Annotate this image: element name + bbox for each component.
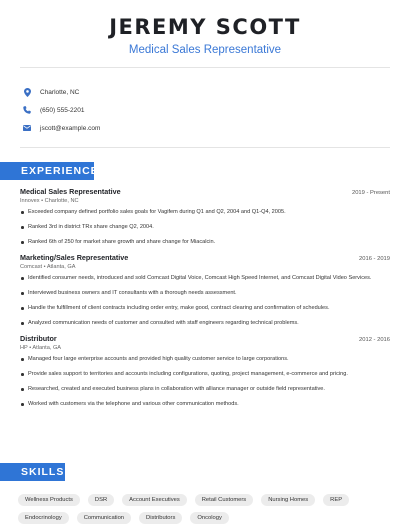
skill-chip: Endocrinology <box>18 512 69 524</box>
phone-icon <box>22 105 32 115</box>
contact-location <box>20 83 390 101</box>
skills-list <box>18 494 393 530</box>
skill-chip: Retail Customers <box>195 494 253 506</box>
skill-chip: Wellness Products <box>18 494 80 506</box>
job-bullet: Analyzed communication needs of customer and consulted with staff engineers regarding technical problems. <box>20 319 390 327</box>
contact-list <box>20 83 390 137</box>
job-company: Comcast • Atlanta, GA <box>20 264 76 270</box>
job-bullet: Ranked 6th of 250 for market share growth and share change for Miacalcin. <box>20 238 390 246</box>
job-bullet: Managed four large enterprise accounts and provided high quality customer service to large corporations. <box>20 355 390 363</box>
job-bullet: Worked with customers via the telephone and various other communication methods. <box>20 400 390 408</box>
job-bullets <box>20 355 390 408</box>
contact-divider <box>20 147 390 148</box>
skill-chip: DSR <box>88 494 114 506</box>
job-bullet: Handle the fulfillment of client contracts including order entry, make good, contract clearing and confirmation of schedules. <box>20 304 390 312</box>
job-bullets <box>20 208 390 246</box>
skills-heading: SKILLS <box>0 463 65 481</box>
job-entry <box>20 187 390 246</box>
job-bullet: Identified consumer needs, introduced and sold Comcast Digital Voice, Comcast High Speed Internet, and Comcast Digital Video Services. <box>20 274 390 282</box>
job-entry <box>20 334 390 408</box>
candidate-role: Medical Sales Representative <box>128 44 282 56</box>
experience-heading: EXPERIENCE <box>0 162 94 180</box>
contact-phone-text: (650) 555-2201 <box>40 106 85 114</box>
skill-chip: Communication <box>77 512 131 524</box>
email-icon <box>22 123 32 133</box>
header-divider <box>20 67 390 68</box>
skill-chip: Nursing Homes <box>261 494 315 506</box>
job-dates: 2019 - Present <box>351 190 390 196</box>
job-bullet: Interviewed business owners and IT consultants with a thorough needs assessment. <box>20 289 390 297</box>
contact-email <box>20 119 390 137</box>
job-bullet: Ranked 3rd in district TRx share change Q2, 2004. <box>20 223 390 231</box>
contact-email-text: jscott@example.com <box>40 124 101 132</box>
candidate-name: JEREMY SCOTT <box>109 15 301 39</box>
job-bullet: Researched, created and executed business plans in collaboration with alliance manager or outside field representative. <box>20 385 390 393</box>
skill-chip: Account Executives <box>122 494 187 506</box>
job-company: Innovex • Charlotte, NC <box>20 198 79 204</box>
resume-header <box>0 14 410 57</box>
job-title: Medical Sales Representative <box>20 187 121 196</box>
job-title: Distributor <box>20 334 57 343</box>
skill-chip: Distributors <box>139 512 182 524</box>
contact-phone <box>20 101 390 119</box>
skill-chip: REP <box>323 494 349 506</box>
experience-section <box>20 187 390 415</box>
skill-chip: Oncology <box>190 512 229 524</box>
contact-location-text: Charlotte, NC <box>40 88 80 96</box>
job-dates: 2016 - 2019 <box>359 256 390 262</box>
job-title: Marketing/Sales Representative <box>20 253 129 262</box>
job-dates: 2012 - 2016 <box>359 337 390 343</box>
job-bullet: Provide sales support to territories and accounts including configurations, quoting, project management, e-commerce and pricing. <box>20 370 390 378</box>
job-entry <box>20 253 390 327</box>
location-pin-icon <box>22 87 32 97</box>
job-bullets <box>20 274 390 327</box>
job-company: HP • Atlanta, GA <box>20 345 62 351</box>
job-bullet: Exceeded company defined portfolio sales goals for Vagifem during Q1 and Q2, 2004 and Q1-Q4, 2005. <box>20 208 390 216</box>
